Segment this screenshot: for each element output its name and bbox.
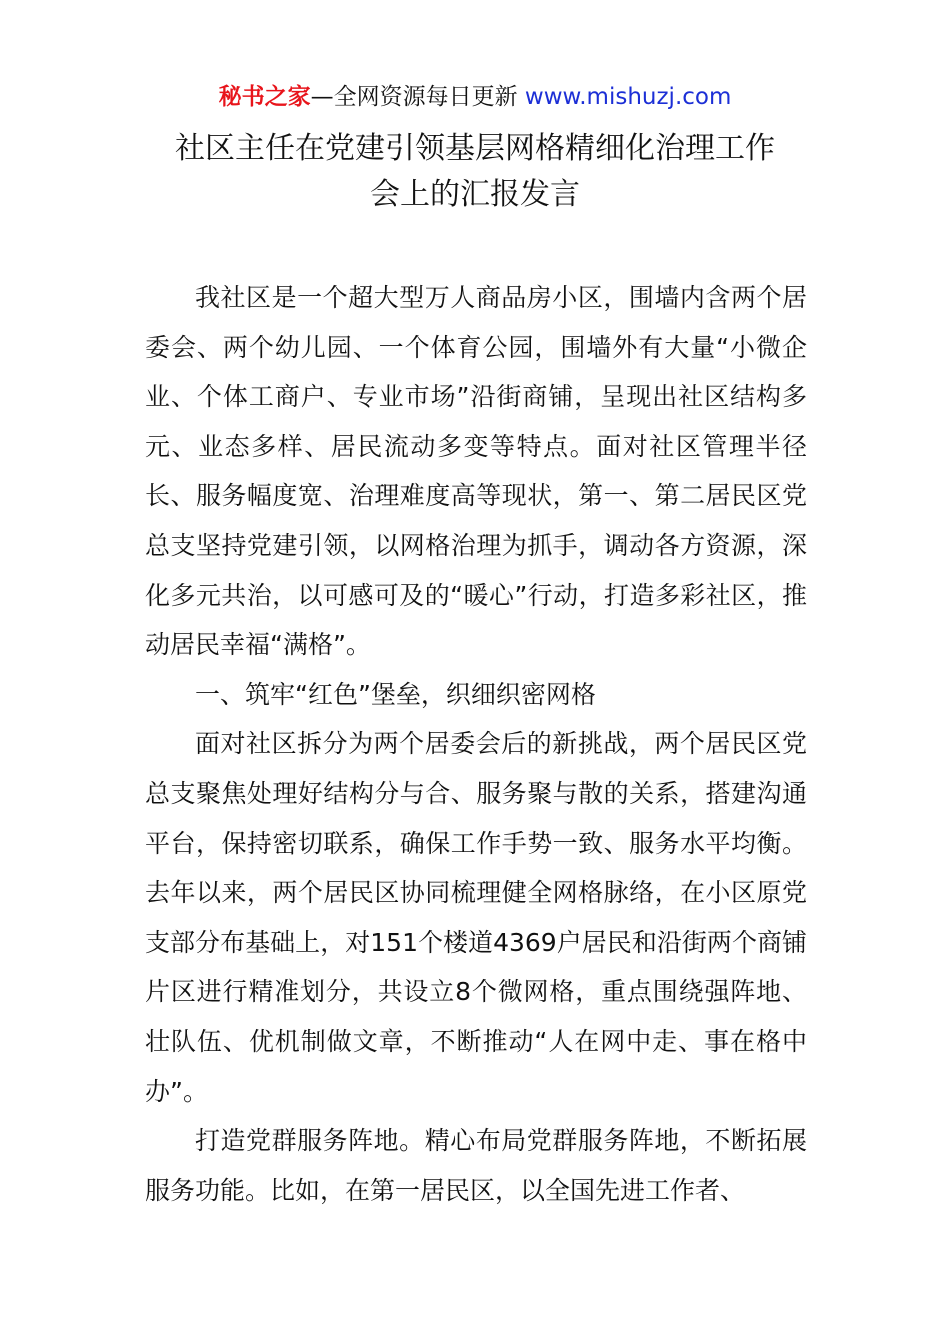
title-line-2: 会上的汇报发言 xyxy=(370,177,580,212)
site-tagline: —全网资源每日更新 xyxy=(310,84,525,110)
document-title xyxy=(0,126,950,218)
site-brand: 秘书之家 xyxy=(218,84,311,110)
site-url-link[interactable]: www.mishuzj.com xyxy=(524,84,732,110)
site-header xyxy=(0,80,950,114)
paragraph: 打造党群服务阵地。精心布局党群服务阵地，不断拓展服务功能。比如，在第一居民区，以全国先进工作者、 xyxy=(145,1126,807,1205)
paragraph: 面对社区拆分为两个居委会后的新挑战，两个居民区党总支聚焦处理好结构分与合、服务聚与散的关系，搭建沟通平台，保持密切联系，确保工作手势一致、服务水平均衡。去年以来，两个居民区协同梳理健全网格脉络，在小区原党支部分布基础上，对151个楼道4369户居民和沿街两个商铺片区进行精准划分，共设立8个微网格，重点围绕强阵地、壮队伍、优机制做文章，不断推动“人在网中走、事在格中办”。 xyxy=(145,729,807,1106)
document-body xyxy=(145,273,807,1215)
paragraph: 我社区是一个超大型万人商品房小区，围墙内含两个居委会、两个幼儿园、一个体育公园，围墙外有大量“小微企业、个体工商户、专业市场”沿街商铺，呈现出社区结构多元、业态多样、居民流动多变等特点。面对社区管理半径长、服务幅度宽、治理难度高等现状，第一、第二居民区党总支坚持党建引领，以网格治理为抓手，调动各方资源，深化多元共治，以可感可及的“暖心”行动，打造多彩社区，推动居民幸福“满格”。 xyxy=(145,283,807,660)
section-heading: 一、筑牢“红色”堡垒，织细织密网格 xyxy=(195,679,596,709)
title-line-1: 社区主任在党建引领基层网格精细化治理工作 xyxy=(175,131,775,166)
